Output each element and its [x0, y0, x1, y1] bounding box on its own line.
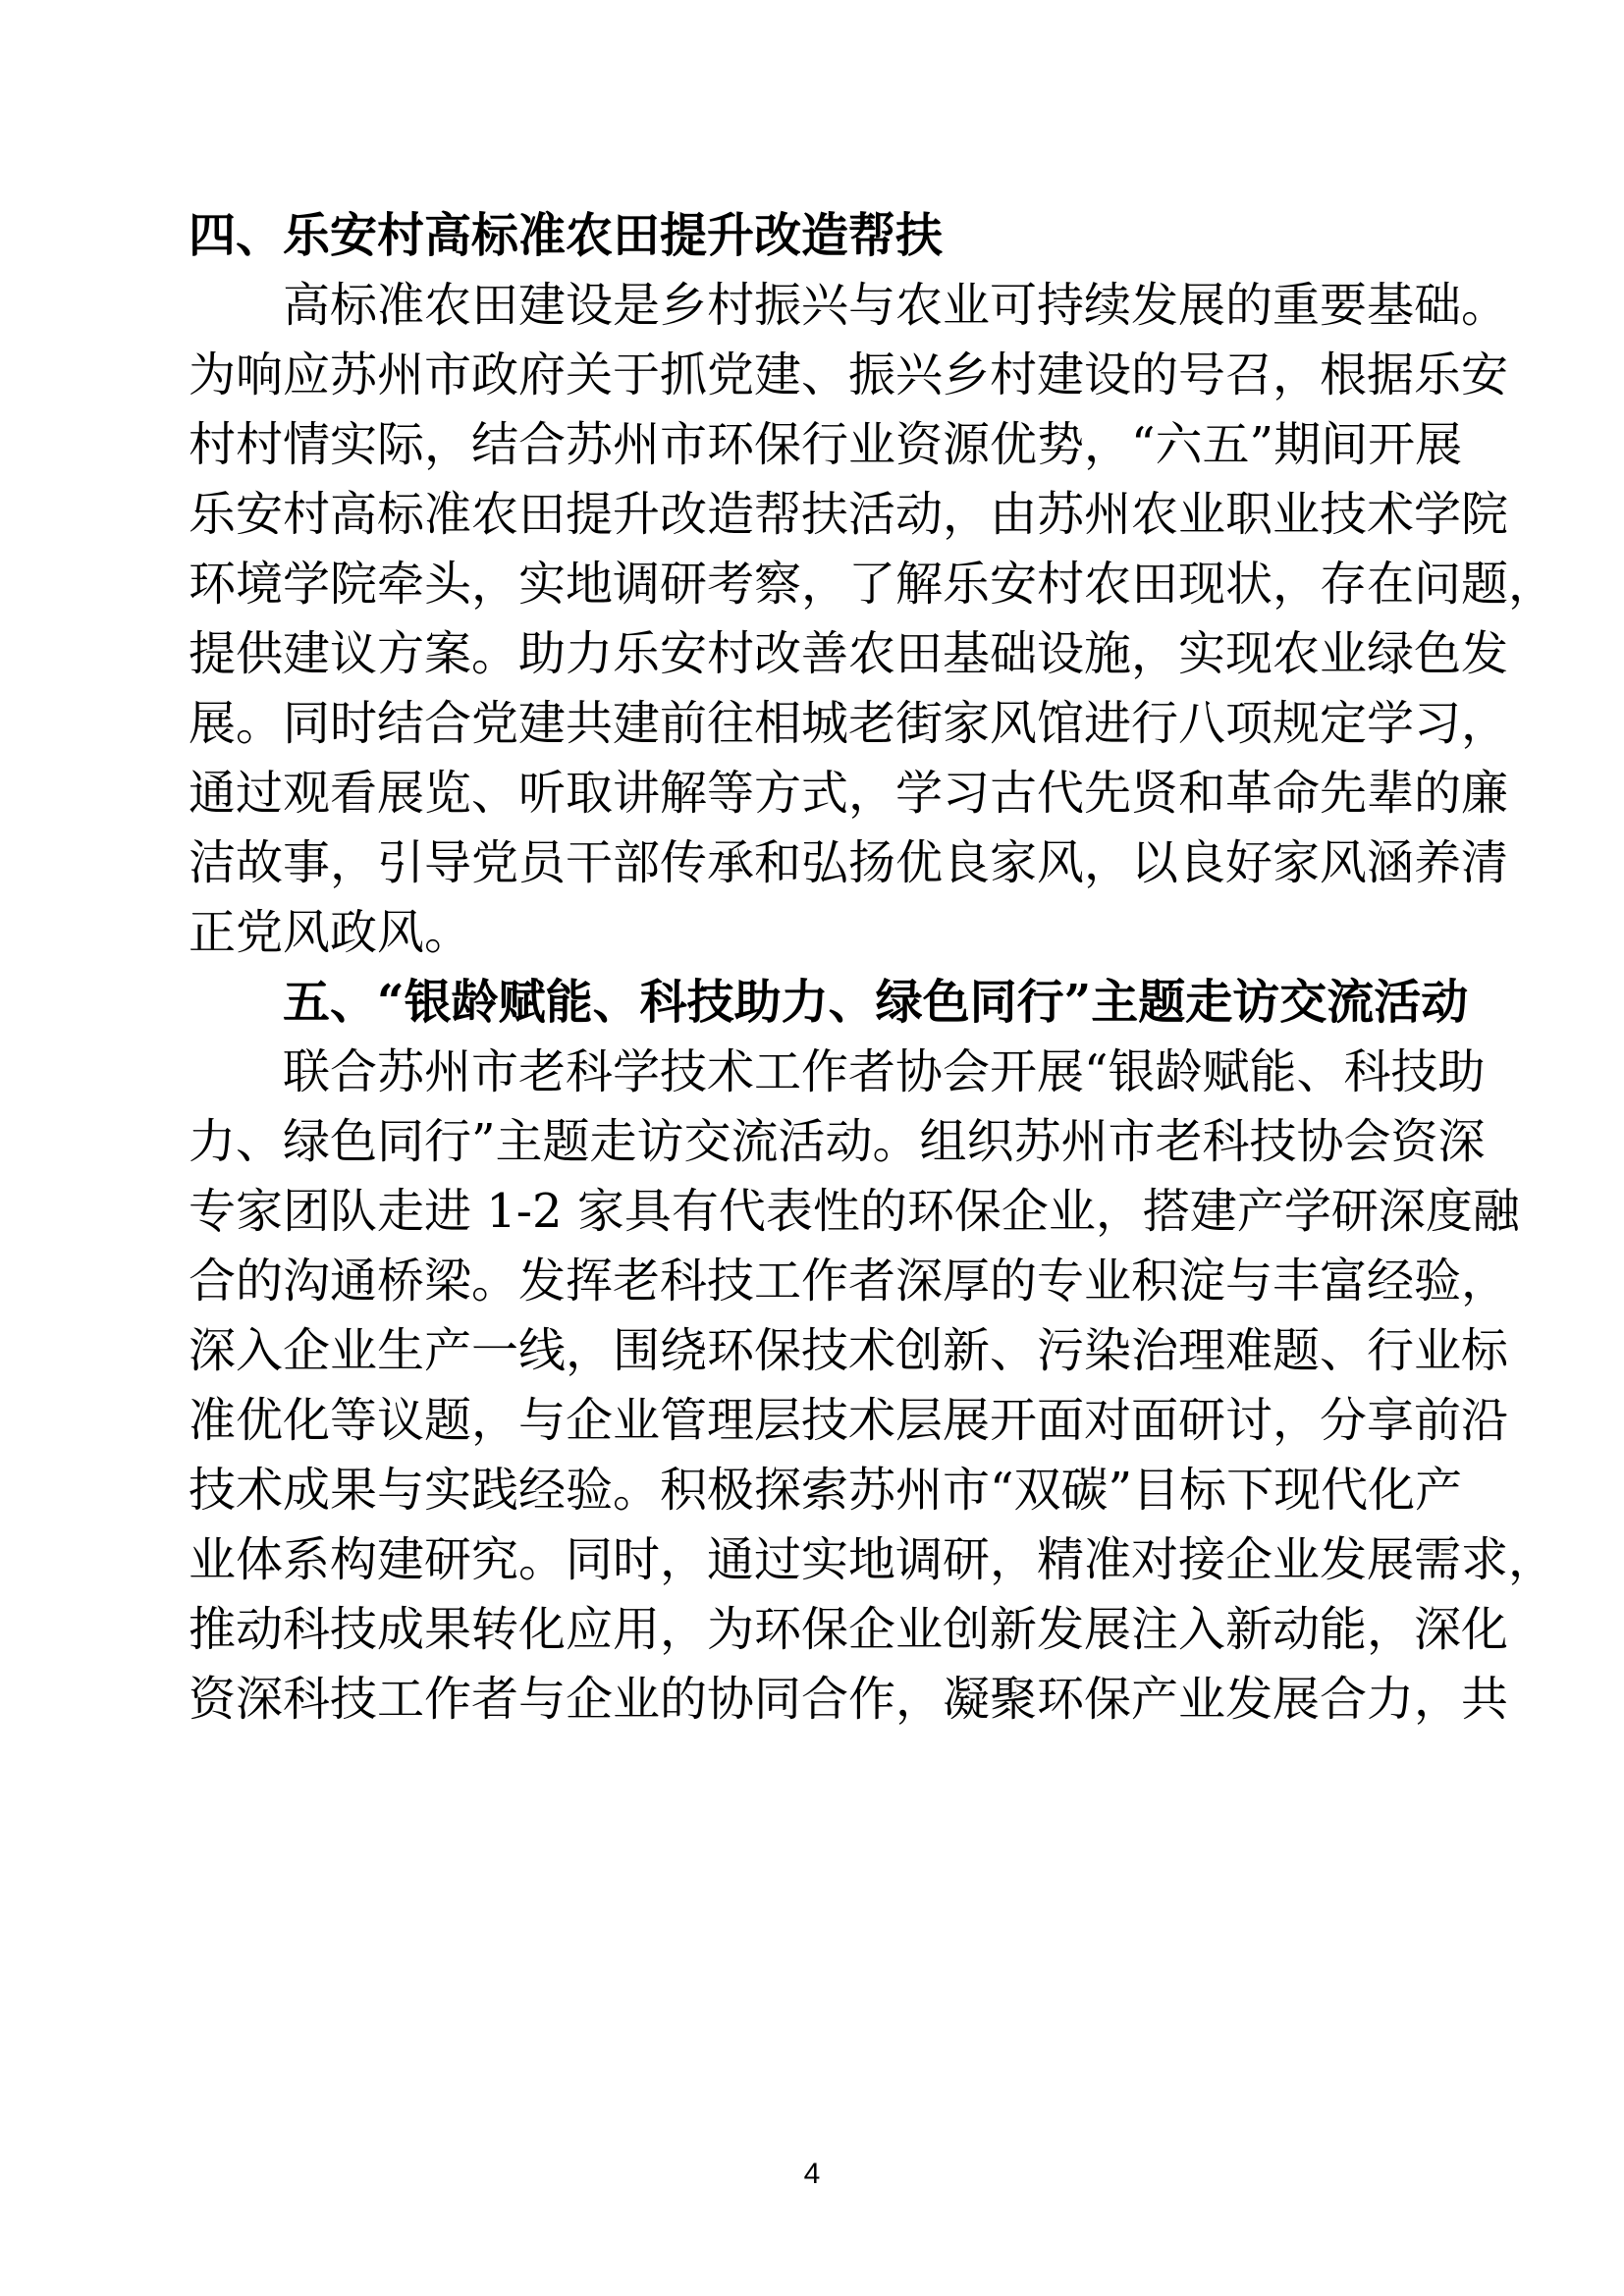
- paragraph-line: 业体系构建研究。同时，通过实地调研，精准对接企业发展需求，: [189, 1532, 1556, 1587]
- paragraph-line: 力、绿色同行”主题走访交流活动。组织苏州市老科技协会资深: [189, 1114, 1486, 1169]
- paragraph-line: 村村情实际，结合苏州市环保行业资源优势，“六五”期间开展: [189, 417, 1463, 472]
- paragraph-line: 展。同时结合党建共建前往相城老街家风馆进行八项规定学习，: [189, 696, 1509, 751]
- paragraph-line: 推动科技成果转化应用，为环保企业创新发展注入新动能，深化: [189, 1602, 1509, 1657]
- paragraph-line: 环境学院牵头，实地调研考察，了解乐安村农田现状，存在问题，: [189, 557, 1556, 612]
- paragraph-line: 乐安村高标准农田提升改造帮扶活动，由苏州农业职业技术学院: [189, 487, 1509, 542]
- paragraph-line: 通过观看展览、听取讲解等方式，学习古代先贤和革命先辈的廉: [189, 766, 1509, 821]
- page-number: 4: [803, 2158, 821, 2190]
- paragraph-line: 合的沟通桥梁。发挥老科技工作者深厚的专业积淀与丰富经验，: [189, 1254, 1509, 1308]
- paragraph-line: 联合苏州市老科学技术工作者协会开展“银龄赋能、科技助: [283, 1044, 1486, 1099]
- section-4-heading: 四、乐安村高标准农田提升改造帮扶: [189, 208, 944, 263]
- paragraph-line: 技术成果与实践经验。积极探索苏州市“双碳”目标下现代化产: [189, 1463, 1463, 1518]
- paragraph-line: 正党风政风。: [189, 905, 472, 960]
- paragraph-line: 资深科技工作者与企业的协同合作，凝聚环保产业发展合力，共: [189, 1672, 1509, 1727]
- paragraph-line: 准优化等议题，与企业管理层技术层展开面对面研讨，分享前沿: [189, 1393, 1509, 1448]
- section-5-heading: 五、“银龄赋能、科技助力、绿色同行”主题走访交流活动: [283, 975, 1469, 1030]
- paragraph-line: 洁故事，引导党员干部传承和弘扬优良家风，以良好家风涵养清: [189, 835, 1509, 890]
- paragraph-line: 高标准农田建设是乡村振兴与农业可持续发展的重要基础。: [283, 278, 1509, 333]
- paragraph-line: 提供建议方案。助力乐安村改善农田基础设施，实现农业绿色发: [189, 626, 1509, 681]
- paragraph-line: 为响应苏州市政府关于抓党建、振兴乡村建设的号召，根据乐安: [189, 347, 1509, 402]
- paragraph-line: 专家团队走进 1-2 家具有代表性的环保企业，搭建产学研深度融: [189, 1184, 1520, 1239]
- paragraph-line: 深入企业生产一线，围绕环保技术创新、污染治理难题、行业标: [189, 1323, 1509, 1378]
